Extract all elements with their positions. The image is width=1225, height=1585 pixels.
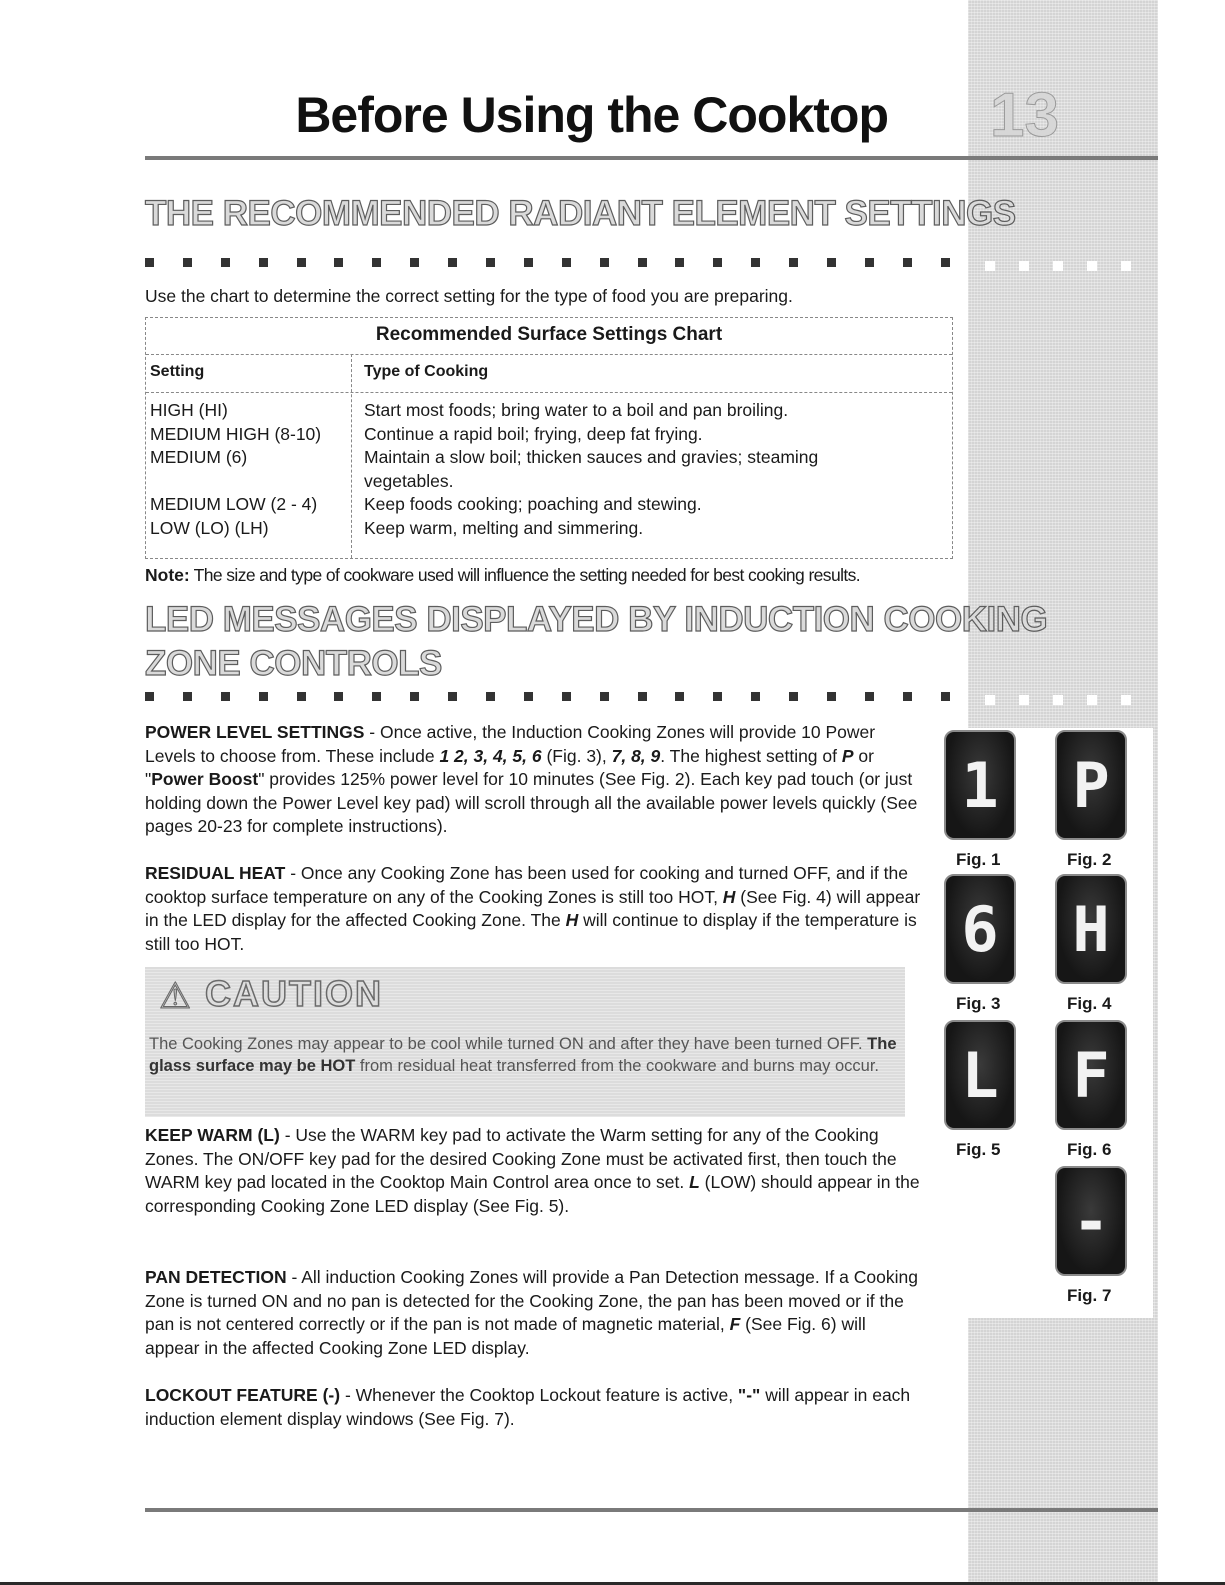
residual-heat-paragraph: RESIDUAL HEAT - Once any Cooking Zone has been used for cooking and turned OFF, and if the cooktop surface temperature on any of the Cooking Zones is still too HOT, H (See Fig. 4) will appear in the LED display for the affected Cooking Zone. The H will continue to display if the temperature is still too HOT. [145,863,921,954]
figure-7 [1055,1166,1145,1306]
note-label: Note: [145,565,190,585]
caution-box [145,967,905,1117]
section-heading-led-line1: LED MESSAGES DISPLAYED BY INDUCTION COOKING [145,600,1048,639]
figure-1 [944,730,1034,870]
setting-cell: MEDIUM LOW (2 - 4) [150,494,318,514]
page-header [0,80,1158,158]
type-cell: Continue a rapid boil; frying, deep fat frying. [364,423,703,444]
chart-note [145,565,860,586]
led-display-dash: - [1055,1166,1127,1276]
lockout-label: LOCKOUT FEATURE (-) [145,1385,341,1405]
side-dot-row [985,258,1155,270]
figure-label: Fig. 3 [956,994,1001,1013]
footer-rule [145,1508,1158,1512]
figure-label: Fig. 6 [1067,1140,1112,1159]
type-cell: Keep foods cooking; poaching and stewing. [364,494,702,514]
column-header-setting: Setting [150,363,205,380]
chart-title: Recommended Surface Settings Chart [375,324,723,345]
page-number: 13 [990,81,1059,150]
page-title: Before Using the Cooktop [295,87,888,143]
figure-label: Fig. 4 [1067,994,1112,1013]
warning-icon: ⚠ [159,975,192,1016]
type-cell: Start most foods; bring water to a boil and pan broiling. [364,400,789,420]
figure-label: Fig. 2 [1067,850,1112,869]
power-level-label: POWER LEVEL SETTINGS [145,722,365,742]
settings-column [150,399,350,540]
led-display-p: P [1055,730,1127,840]
side-dot-row [985,692,1155,704]
figure-2 [1055,730,1145,870]
setting-cell: MEDIUM HIGH (8-10) [150,423,322,444]
figure-label: Fig. 7 [1067,1286,1112,1305]
power-levels-b: 7, 8, 9 [611,745,661,766]
figure-label: Fig. 1 [956,850,1001,869]
keep-warm-paragraph: KEEP WARM (L) - Use the WARM key pad to activate the Warm setting for any of the Cooking Zones. The ON/OFF key pad for the desired Cooking Zone must be activated first, then touch the WARM key pad located in the Cooktop Main Control area once to set. L (LOW) should appear in the corresponding Cooking Zone LED display (See Fig. 5). [145,1125,920,1216]
figure-4 [1055,874,1145,1014]
figure-3 [944,874,1034,1014]
chart-intro: Use the chart to determine the correct setting for the type of food you are preparing. [145,286,793,306]
type-cell: Maintain a slow boil; thicken sauces and gravies; steaming [364,447,819,467]
type-cell: Keep warm, melting and simmering. [364,517,644,538]
keep-warm-label: KEEP WARM (L) [145,1125,280,1145]
residual-heat-label: RESIDUAL HEAT [145,863,286,883]
led-display-6: 6 [944,874,1016,984]
setting-cell: LOW (LO) (LH) [150,517,269,538]
pan-detection-label: PAN DETECTION [145,1267,287,1287]
led-display-f: F [1055,1020,1127,1130]
type-cell: vegetables. [364,470,454,491]
setting-cell: HIGH (HI) [150,400,228,420]
lockout-paragraph: LOCKOUT FEATURE (-) - Whenever the Cooktop Lockout feature is active, "-" will appear in each induction element display windows (See Fig. 7). [145,1385,911,1429]
power-boost-label: Power Boost [151,769,259,790]
led-display-l: L [944,1020,1016,1130]
header-rule [145,156,1158,160]
pan-detection-paragraph: PAN DETECTION - All induction Cooking Zones will provide a Pan Detection message. If a Cooking Zone is turned ON and no pan is detected for the Cooking Zone, the pan has been moved or if the pan is not centered correctly or if the pan is not made of magnetic material, F (See Fig. 6) will appear in the affected Cooking Zone LED display. [145,1267,918,1358]
caution-title: CAUTION [205,973,383,1014]
power-level-paragraph: POWER LEVEL SETTINGS - Once active, the Induction Cooking Zones will provide 10 Power Levels to choose from. These include 1 2, 3, 4, 5, 6 (Fig. 3), 7, 8, 9. The highest setting of P or "Power Boost" provides 125% power level for 10 minutes (See Fig. 2). Each key pad touch (or just holding down the Power Level key pad) will scroll through all the available power levels quickly (See pages 20-23 for complete instructions). [145,722,918,837]
cooking-type-column [364,399,944,540]
figure-label: Fig. 5 [956,1140,1001,1159]
section-heading-radiant: THE RECOMMENDED RADIANT ELEMENT SETTINGS [145,194,1016,233]
column-header-type: Type of Cooking [364,363,489,380]
led-display-h: H [1055,874,1127,984]
note-text: The size and type of cookware used will influence the setting needed for best cooking results. [189,565,861,585]
settings-chart [145,317,953,559]
section-heading-led-line2: ZONE CONTROLS [145,644,442,683]
led-display-1: 1 [944,730,1016,840]
setting-cell [150,470,350,494]
caution-text: The Cooking Zones may appear to be cool while turned ON and after they have been turned OFF. The glass surface may be HOT from residual heat transferred from the cookware and burns may occur. [149,1035,897,1075]
dot-divider [145,258,950,268]
power-levels-a: 1 2, 3, 4, 5, 6 [439,745,542,766]
figure-5 [944,1020,1034,1160]
figure-6 [1055,1020,1145,1160]
dot-divider [145,692,950,702]
setting-cell: MEDIUM (6) [150,447,248,467]
